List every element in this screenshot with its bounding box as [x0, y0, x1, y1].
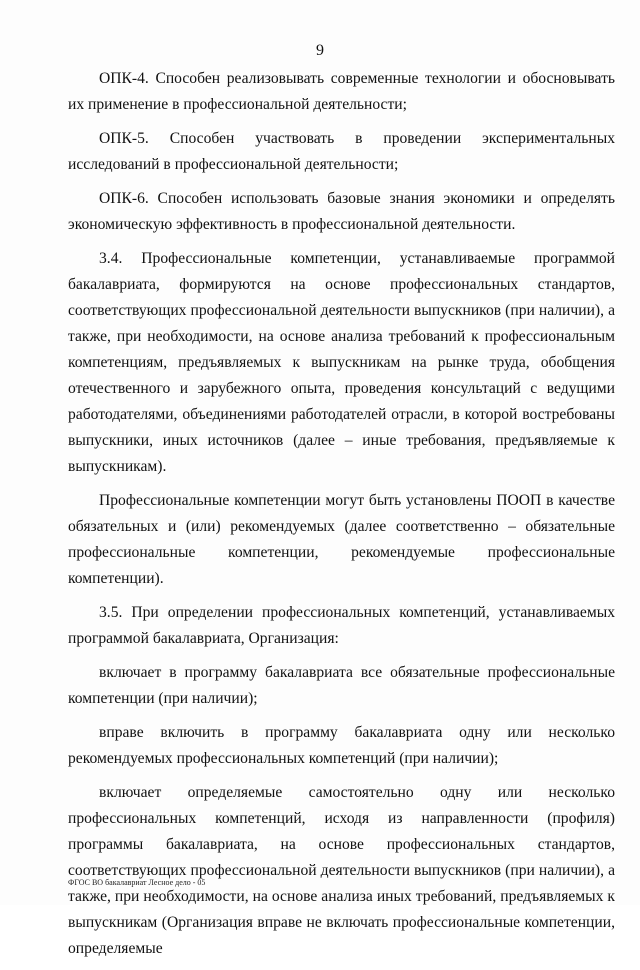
paragraph-includes-self-defined: включает определяемые самостоятельно одну или несколько профессиональных компетенций, исходя из направленности (профиля) программы бакалавриата, на основе профессиональных стандартов, соответствующих профессиональной деятельности выпускников (при наличии), а также, при необходимости, на основе анализа иных требований, предъявляемых к выпускникам (Организация вправе не включать профессиональные компетенции, определяемые [68, 784, 615, 957]
paragraph-includes-mandatory: включает в программу бакалавриата все обязательные профессиональные компетенции (при наличии); [68, 664, 615, 707]
paragraph-opk-5: ОПК-5. Способен участвовать в проведении экспериментальных исследований в профессиональной деятельности; [68, 130, 615, 173]
paragraph-opk-4: ОПК-4. Способен реализовывать современные технологии и обосновывать их применение в профессиональной деятельности; [68, 70, 615, 113]
page-footer: ФГОС ВО бакалавриат Лесное дело - 05 [68, 878, 206, 887]
paragraph-professional-competencies: Профессиональные компетенции могут быть установлены ПООП в качестве обязательных и (или) рекомендуемых (далее соответственно – обязательные профессиональные компетенции, рекомендуемые профессиональные компетенции). [68, 492, 615, 587]
paragraph-section-3-5: 3.5. При определении профессиональных компетенций, устанавливаемых программой бакалавриата, Организация: [68, 604, 615, 647]
paragraph-may-include-recommended: вправе включить в программу бакалавриата одну или несколько рекомендуемых профессиональных компетенций (при наличии); [68, 724, 615, 767]
paragraph-section-3-4: 3.4. Профессиональные компетенции, устанавливаемые программой бакалавриата, формируются на основе профессиональных стандартов, соответствующих профессиональной деятельности выпускников (при наличии), а также, при необходимости, на основе анализа требований к профессиональным компетенциям, предъявляемых к выпускникам на рынке труда, обобщения отечественного и зарубежного опыта, проведения консультаций с ведущими работодателями, объединениями работодателей отрасли, в которой востребованы выпускники, иных источников (далее – иные требования, предъявляемые к выпускникам). [68, 250, 615, 475]
page-number: 9 [316, 42, 324, 59]
paragraph-opk-6: ОПК-6. Способен использовать базовые знания экономики и определять экономическую эффективность в профессиональной деятельности. [68, 190, 615, 233]
document-body [68, 66, 615, 970]
